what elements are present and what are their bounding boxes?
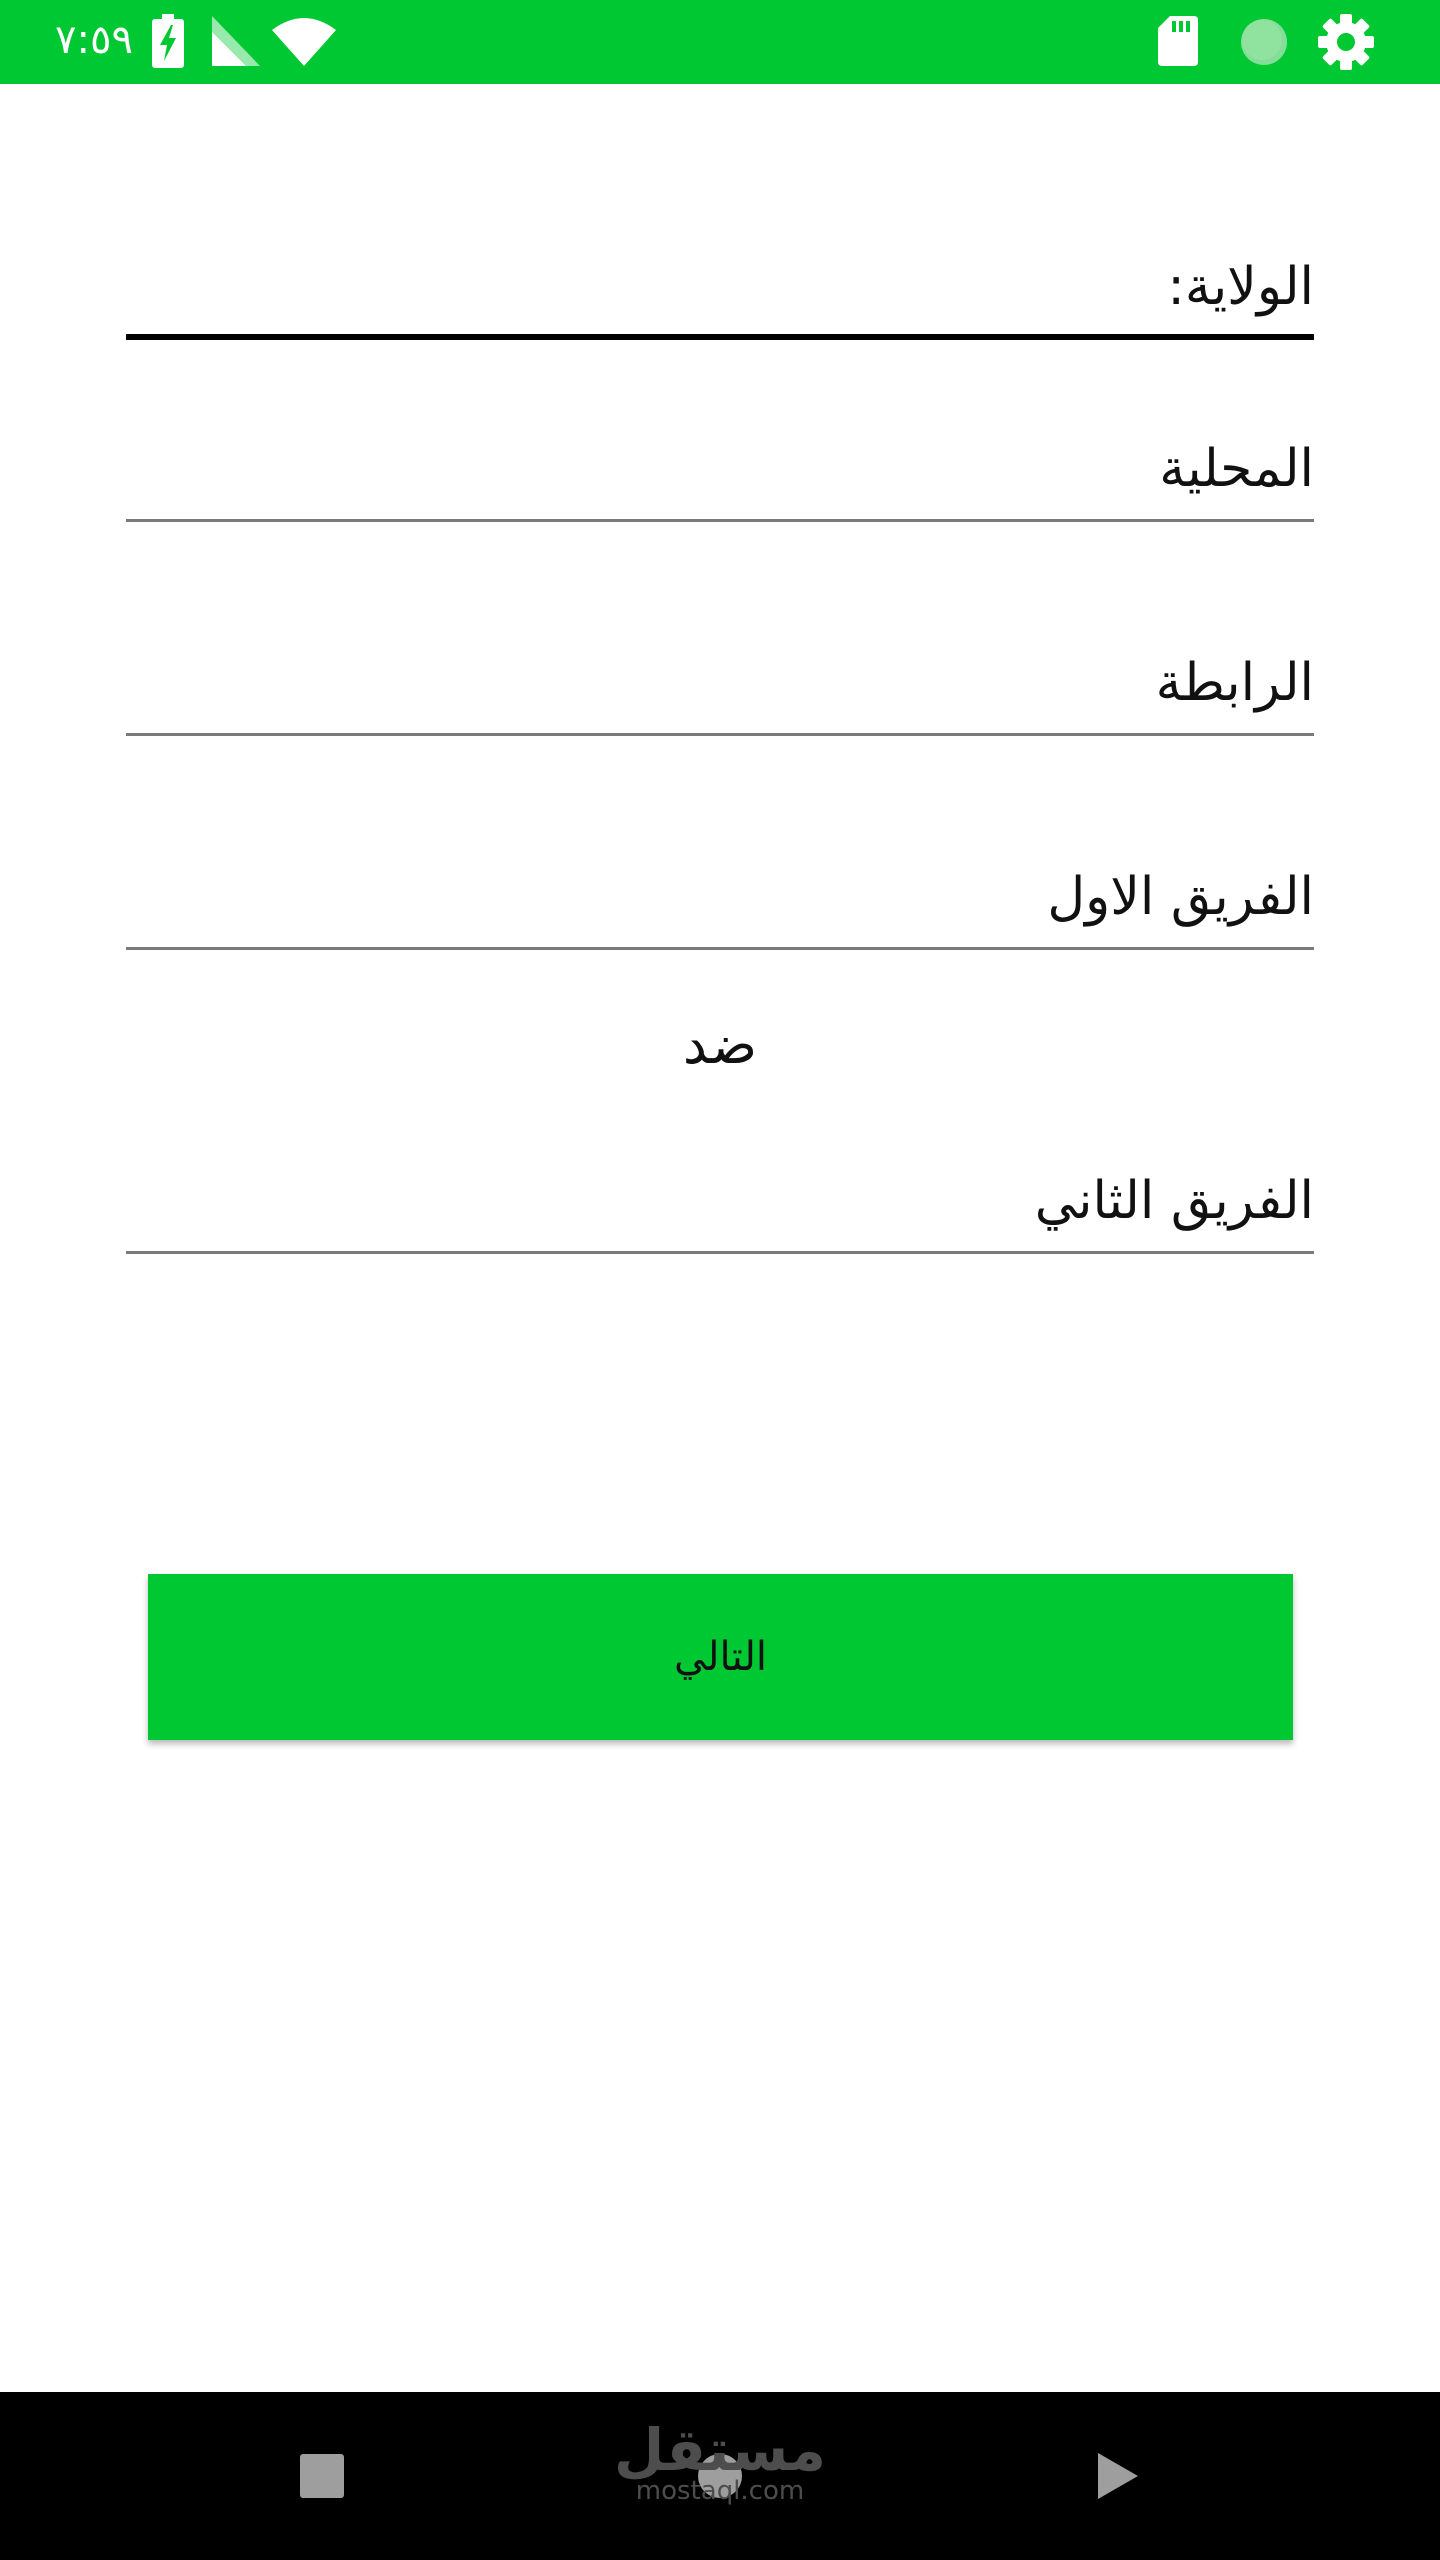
circle-icon — [1238, 16, 1290, 68]
league-label: الرابطة — [1155, 653, 1314, 713]
watermark — [560, 2418, 880, 2506]
status-time: ٧:٥٩ — [55, 17, 133, 63]
back-triangle-icon — [1096, 2451, 1140, 2501]
versus-label: ضد — [682, 1013, 758, 1076]
status-bar — [0, 0, 1440, 84]
league-field-underline — [126, 733, 1314, 736]
locality-label: المحلية — [1159, 439, 1314, 499]
team2-field-underline — [126, 1251, 1314, 1254]
next-button[interactable]: التالي — [148, 1574, 1293, 1740]
state-field[interactable] — [126, 230, 1314, 340]
team2-field[interactable] — [126, 1140, 1314, 1254]
watermark-latin: mostaql.com — [635, 2476, 805, 2506]
team1-field[interactable] — [126, 830, 1314, 950]
team2-label: الفريق الثاني — [1034, 1171, 1314, 1231]
sd-card-icon — [1158, 16, 1198, 66]
watermark-arabic: مستقل — [613, 2416, 827, 2484]
locality-field[interactable] — [126, 410, 1314, 522]
team1-label: الفريق الاول — [1047, 867, 1314, 927]
cell-signal-icon — [212, 16, 260, 66]
state-label: الولاية: — [1167, 257, 1314, 317]
recents-button[interactable] — [238, 2392, 406, 2560]
team1-field-underline — [126, 947, 1314, 950]
state-field-underline — [126, 334, 1314, 340]
league-field[interactable] — [126, 620, 1314, 736]
recents-square-icon — [300, 2454, 344, 2498]
back-button[interactable] — [1034, 2392, 1202, 2560]
locality-field-underline — [126, 519, 1314, 522]
battery-charging-icon — [152, 14, 184, 68]
gear-icon[interactable] — [1318, 14, 1374, 70]
wifi-icon — [272, 18, 336, 66]
